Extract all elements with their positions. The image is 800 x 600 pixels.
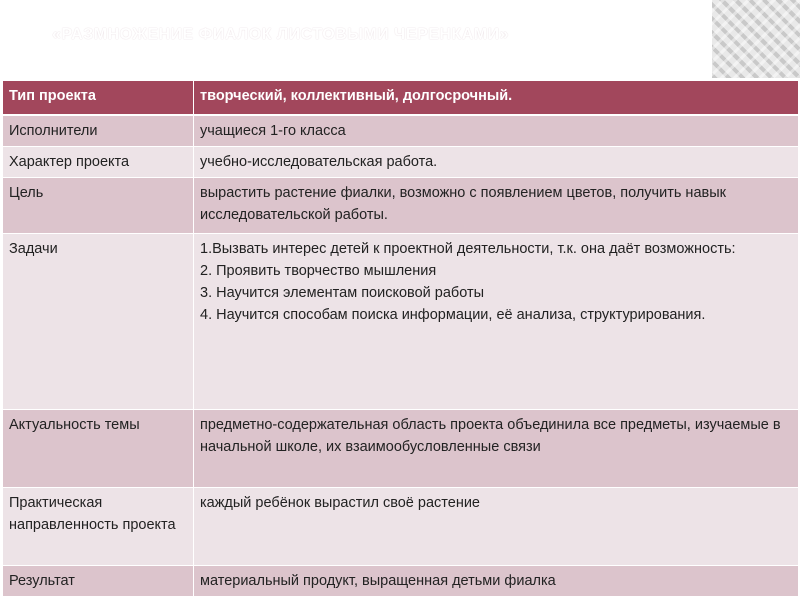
task-line: 2. Проявить творчество мышления (200, 262, 437, 279)
table-row (3, 177, 799, 233)
corner-decoration (712, 0, 800, 78)
table-row (3, 487, 799, 565)
table-row (3, 146, 799, 177)
table-row (3, 233, 799, 409)
row-label: Результат (3, 565, 194, 596)
project-info-table (2, 80, 799, 597)
row-value: вырастить растение фиалки, возможно с появлением цветов, получить навык исследовательской работы. (194, 177, 799, 233)
table-row (3, 409, 799, 487)
row-value: учащиеся 1-го класса (194, 115, 799, 147)
row-value: предметно-содержательная область проекта объединила все предметы, изучаемые в начальной школе, их взаимообусловленные связи (194, 409, 799, 487)
task-line: 4. Научится способам поиска информации, её анализа, структурирования. (200, 306, 706, 323)
row-label: Исполнители (3, 115, 194, 147)
row-label: Задачи (3, 233, 194, 409)
row-value: учебно-исследовательская работа. (194, 146, 799, 177)
slide-title: «РАЗМНОЖЕНИЕ ФИАЛОК ЛИСТОВЫМИ ЧЕРЕНКАМИ» (52, 26, 510, 43)
row-value: творческий, коллективный, долгосрочный. (194, 81, 799, 115)
row-label: Характер проекта (3, 146, 194, 177)
table-row (3, 565, 799, 596)
task-line: 3. Научится элементам поисковой работы (200, 284, 485, 301)
task-line: 1.Вызвать интерес детей к проектной деятельности, т.к. она даёт возможность: (200, 240, 736, 257)
row-label: Актуальность темы (3, 409, 194, 487)
row-label: Практическая направленность проекта (3, 487, 194, 565)
row-value: материальный продукт, выращенная детьми фиалка (194, 565, 799, 596)
table-row (3, 81, 799, 115)
row-label: Тип проекта (3, 81, 194, 115)
row-value (194, 233, 799, 409)
table-row (3, 115, 799, 147)
row-value: каждый ребёнок вырастил своё растение (194, 487, 799, 565)
row-label: Цель (3, 177, 194, 233)
